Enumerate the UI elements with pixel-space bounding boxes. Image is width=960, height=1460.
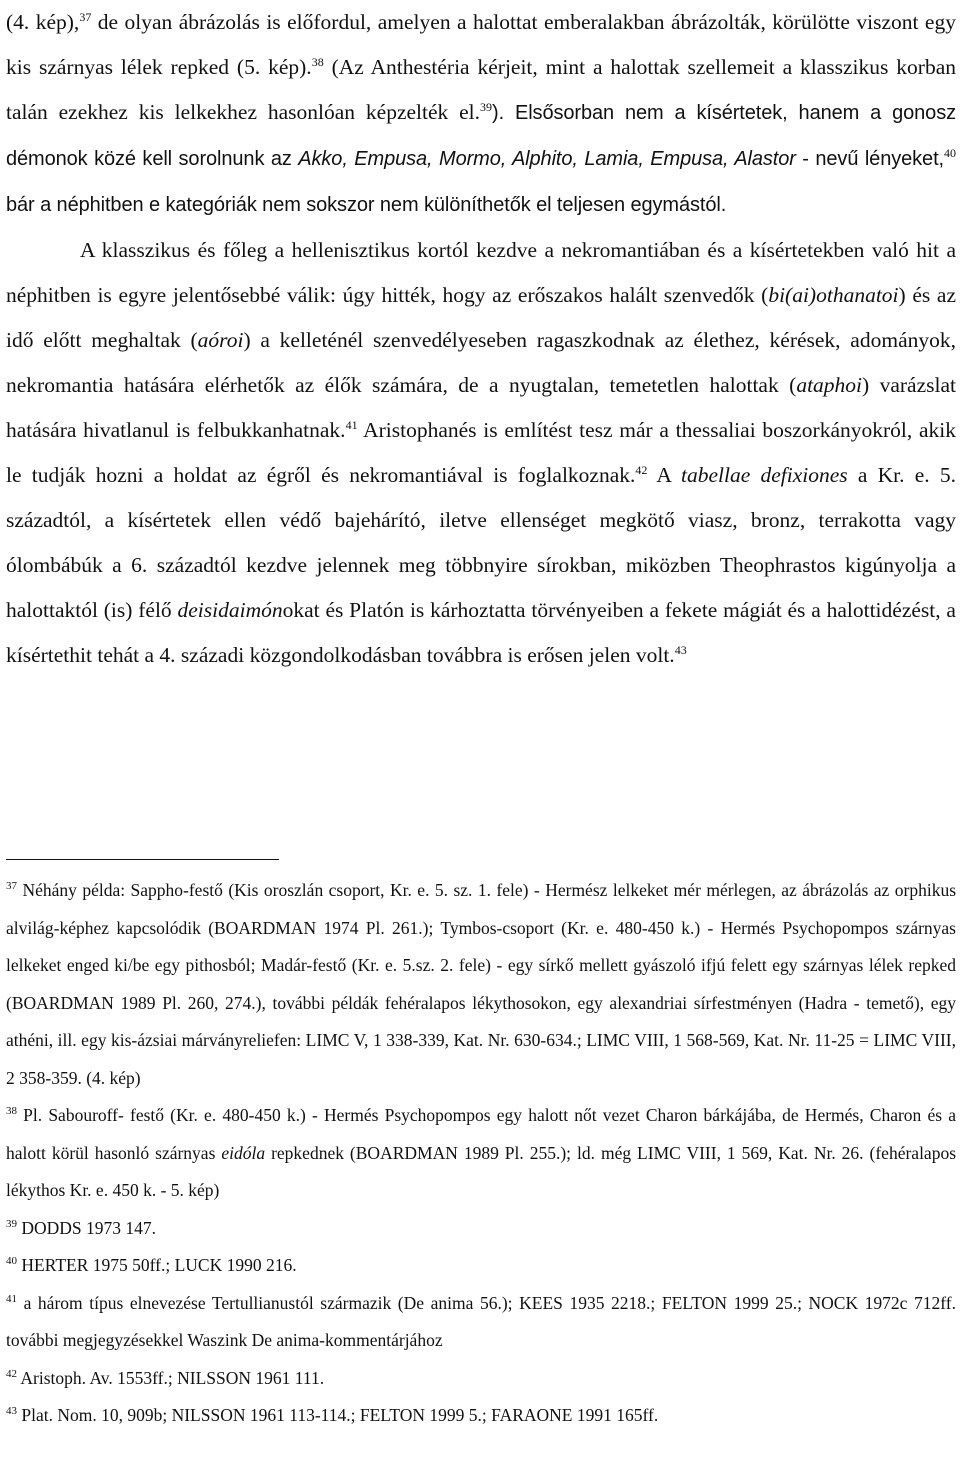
- footnote-text: DODDS 1973 147.: [17, 1217, 157, 1238]
- footnote-ref-41[interactable]: 41: [345, 418, 358, 432]
- p2-text-h: okat és Platón is kárhoztatta törvényeiben a fekete mágiát és a halottidézést, a kísértethit tehát a 4. századi közgondolkodásban továbbra is erősen jelen volt.: [6, 598, 956, 667]
- p2-term-tabellae: tabellae defixiones: [681, 463, 848, 487]
- footnote-37: [6, 872, 956, 1097]
- p2-term-aoroi: aóroi: [197, 328, 244, 352]
- p1-text-a: de olyan ábrázolás is előfordul, amelyen a halottat emberalakban ábrázolták, körülötte viszont egy kis szárnyas lélek repked (5. kép).: [6, 10, 956, 79]
- footnote-41: [6, 1285, 956, 1360]
- p2-text-d: ) varázslat hatására hivatlanul is felbukkanhatnak.: [6, 373, 956, 442]
- footnote-ref-37[interactable]: 37: [79, 10, 92, 24]
- footnote-40: [6, 1247, 956, 1285]
- footnote-ref-39[interactable]: 39: [480, 100, 493, 114]
- footnote-number: 40: [6, 1255, 17, 1267]
- footnote-number: 42: [6, 1367, 17, 1380]
- footnote-text: Pl. Sabouroff- festő (Kr. e. 480-450 k.) - Hermés Psychopompos egy halott nőt vezet Charon bárkájába, de Hermés, Charon és a halott körül hasonló szárnyas: [6, 1105, 956, 1163]
- footnote-text: a három típus elnevezése Tertullianustól származik (De anima 56.); KEES 1935 2218.; FELTON 1999 25.; NOCK 1972c 712ff. további megjegyzésekkel Waszink De anima-kommentárjához: [6, 1292, 956, 1350]
- footnotes-section: [6, 872, 956, 1435]
- p1-text-e: bár a néphitben e kategóriák nem sokszor nem különíthetők el teljesen egymástól.: [6, 194, 727, 216]
- p2-text-c: ) a kelleténél szenvedélyeseben ragaszkodnak az élethez, kérések, adományok, nekromantia hatására elérhetők az élők számára, de a nyugtalan, temetetlen halottak (: [6, 328, 956, 397]
- footnote-number: 41: [6, 1292, 17, 1305]
- footnote-ref-40[interactable]: 40: [944, 146, 956, 160]
- p2-text-e: Aristophanés is említést tesz már a thessaliai boszorkányokról, akik le tudják hozni a holdat az égről és nekromantiával is foglalkoznak.: [6, 418, 956, 487]
- footnote-number: 43: [6, 1405, 17, 1417]
- p2-text-b: ) és az idő előtt meghaltak (: [6, 283, 956, 352]
- footnote-text: HERTER 1975 50ff.; LUCK 1990 216.: [17, 1255, 297, 1275]
- footnote-number: 37: [6, 880, 17, 892]
- footnote-ref-42[interactable]: 42: [635, 463, 648, 477]
- p1-text-c: ). Elsősorban nem a kísértetek, hanem a gonosz démonok közé kell sorolnunk az: [6, 102, 956, 170]
- footnote-italic-term: eidóla: [221, 1142, 266, 1163]
- footnote-38: [6, 1097, 956, 1210]
- footnote-43: [6, 1397, 956, 1435]
- p2-term-biaiothanatoi: bi(ai)othanatoi: [768, 283, 899, 307]
- p1-text-b: (Az Anthestéria kérjeit, mint a halottak szellemeit a klasszikus korban talán ezekhez kis lelkekhez hasonlóan képzelték el.: [6, 55, 956, 124]
- footnote-ref-43[interactable]: 43: [674, 643, 687, 657]
- footnote-39: [6, 1210, 956, 1248]
- paragraph-2: [6, 228, 956, 678]
- p2-term-ataphoi: ataphoi: [796, 373, 863, 397]
- p1-lead: (4. kép),: [6, 10, 80, 34]
- p2-text-a: A klasszikus és főleg a hellenisztikus kortól kezdve a nekromantiában és a kísértetekben való hit a néphitben is egyre jelentősebbé válik: úgy hitték, hogy az erőszakos halált szenvedők (: [6, 238, 956, 307]
- footnote-separator: [6, 859, 279, 860]
- p2-text-f: A: [647, 463, 681, 487]
- footnote-number: 38: [6, 1105, 17, 1117]
- p2-text-g: a Kr. e. 5. századtól, a kísértetek ellen védő bajehárító, iletve ellenséget megkötő viasz, bronz, terrakotta vagy ólombábúk a 6. századtól kezdve jelennek meg többnyire sírokban, miközben Theophrastos kigúnyolja a halottaktól (is) félő: [6, 463, 957, 622]
- p2-term-deisidaimon: deisidaimón: [177, 598, 283, 622]
- footnote-text: Plat. Nom. 10, 909b; NILSSON 1961 113-114.; FELTON 1999 5.; FARAONE 1991 165ff.: [17, 1405, 659, 1425]
- p1-demon-names: Akko, Empusa, Mormo, Alphito, Lamia, Empusa, Alastor: [298, 148, 796, 170]
- footnote-number: 39: [6, 1217, 17, 1230]
- footnote-text: Néhány példa: Sappho-festő (Kis oroszlán csoport, Kr. e. 5. sz. 1. fele) - Hermész lelkeket mér mérlegen, az ábrázolás az orphikus alvilág-képhez kapcsolódik (BOARDMAN 1974 Pl. 261.); Tymbos-csoport (Kr. e. 480-450 k.) - Hermés Psychopompos szárnyas lelkeket enged ki/be egy pithosból; Madár-festő (Kr. e. 5.sz. 2. fele) - egy sírkő mellett gyászoló ifjú felett egy szárnyas lélek repked (BOARDMAN 1989 Pl. 260, 274.), további példák fehéralapos lékythosokon, egy alexandriai sírfestményen (Hadra - temető), egy athéni, ill. egy kis-ázsiai márványreliefen: LIMC V, 1 338-339, Kat. Nr. 630-634.; LIMC VIII, 1 568-569, Kat. Nr. 11-25 = LIMC VIII, 2 358-359. (4. kép): [6, 880, 956, 1088]
- p1-text-d: - nevű lényeket,: [795, 148, 944, 170]
- paragraph-1: [6, 0, 956, 228]
- document-page: [6, 0, 956, 678]
- footnote-text: repkednek (BOARDMAN 1989 Pl. 255.); ld. még LIMC VIII, 1 569, Kat. Nr. 26. (fehéralapos lékythos Kr. e. 450 k. - 5. kép): [6, 1142, 957, 1200]
- footnote-text: Aristoph. Av. 1553ff.; NILSSON 1961 111.: [17, 1367, 325, 1388]
- footnote-42: [6, 1360, 956, 1398]
- footnote-ref-38[interactable]: 38: [311, 55, 324, 69]
